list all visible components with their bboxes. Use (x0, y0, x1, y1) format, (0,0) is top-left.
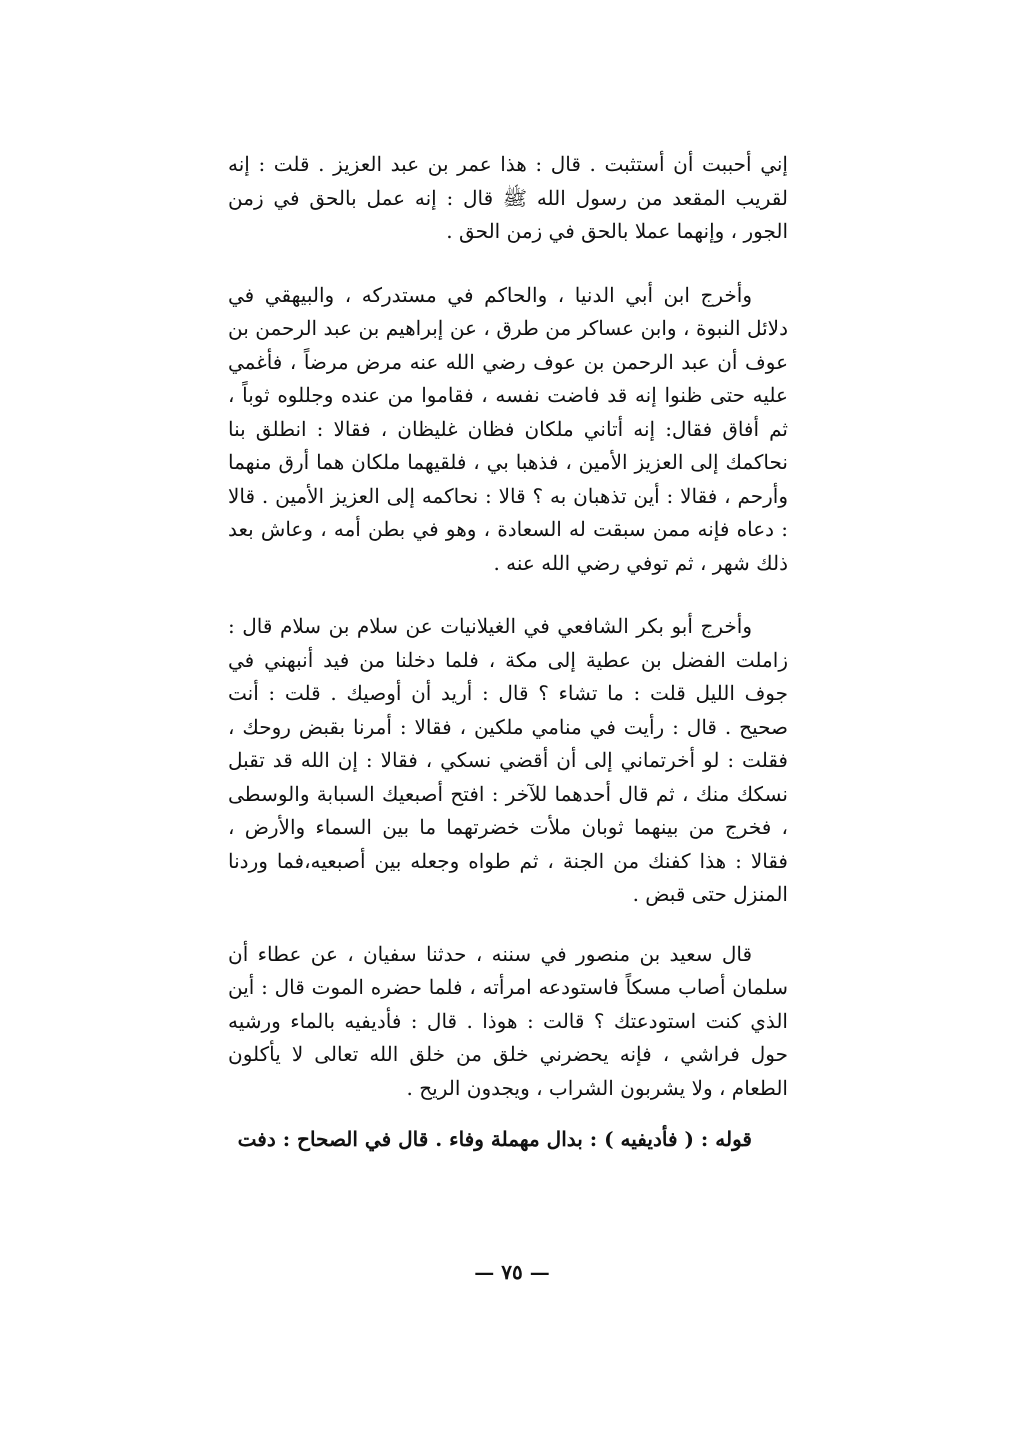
paragraph-4: قال سعيد بن منصور في سننه ، حدثنا سفيان ، عن عطاء أن سلمان أصاب مسكاً فاستودعه امرأته ، فلما حضره الموت قال : أين الذي كنت استودعتك ؟ قالت : هوذا . قال : فأديفيه بالماء ورشيه حول فراشي ، فإنه يحضرني خلق من خلق الله تعالى لا يأكلون الطعام ، ولا يشربون الشراب ، ويجدون الريح . (228, 941, 788, 1100)
page-number: — ٧٥ — (474, 1260, 550, 1284)
page-body (228, 148, 788, 1157)
paragraph-3: وأخرج أبو بكر الشافعي في الغيلانيات عن سلام بن سلام قال : زاملت الفضل بن عطية إلى مكة ، فلما دخلنا من فيد أنبهني في جوف الليل قلت : ما تشاء ؟ قال : أريد أن أوصيك . قلت : أنت صحيح . قال : رأيت في منامي ملكين ، فقالا : أمرنا بقبض روحك ، فقلت : لو أخرتماني إلى أن أقضي نسكي ، فقالا : إن الله قد تقبل نسكك منك ، ثم قال أحدهما للآخر : افتح أصبعيك السبابة والوسطى ، فخرج من بينهما ثوبان ملأت خضرتهما ما بين السماء والأرض ، فقالا : هذا كفنك من الجنة ، ثم طواه وجعله بين أصبعيه،فما وردنا المنزل حتى قبض . (228, 614, 788, 906)
paragraph-5: قوله : ( فأديفيه ) : بدال مهملة وفاء . قال في الصحاح : دفت (237, 1127, 752, 1151)
paragraph-2: وأخرج ابن أبي الدنيا ، والحاكم في مستدركه ، والبيهقي في دلائل النبوة ، وابن عساكر من طرق ، عن إبراهيم بن عبد الرحمن بن عوف أن عبد الرحمن بن عوف رضي الله عنه مرض مرضاً ، فأغمي عليه حتى ظنوا إنه قد فاضت نفسه ، فقاموا من عنده وجللوه ثوباً ، ثم أفاق فقال: إنه أتاني ملكان فظان غليظان ، فقالا : انطلق بنا نحاكمك إلى العزيز الأمين ، فذهبا بي ، فلقيهما ملكان هما أرق منهما وأرحم ، فقالا : أين تذهبان به ؟ قالا : نحاكمه إلى العزيز الأمين . قالا : دعاه فإنه ممن سبقت له السعادة ، وهو في بطن أمه ، وعاش بعد ذلك شهر ، ثم توفي رضي الله عنه . (228, 282, 788, 575)
paragraph-1: إني أحببت أن أستثبت . قال : هذا عمر بن عبد العزيز . قلت : إنه لقريب المقعد من رسول الله ﷺ قال : إنه عمل بالحق في زمن الجور ، وإنهما عملا بالحق في زمن الحق . (228, 152, 788, 243)
